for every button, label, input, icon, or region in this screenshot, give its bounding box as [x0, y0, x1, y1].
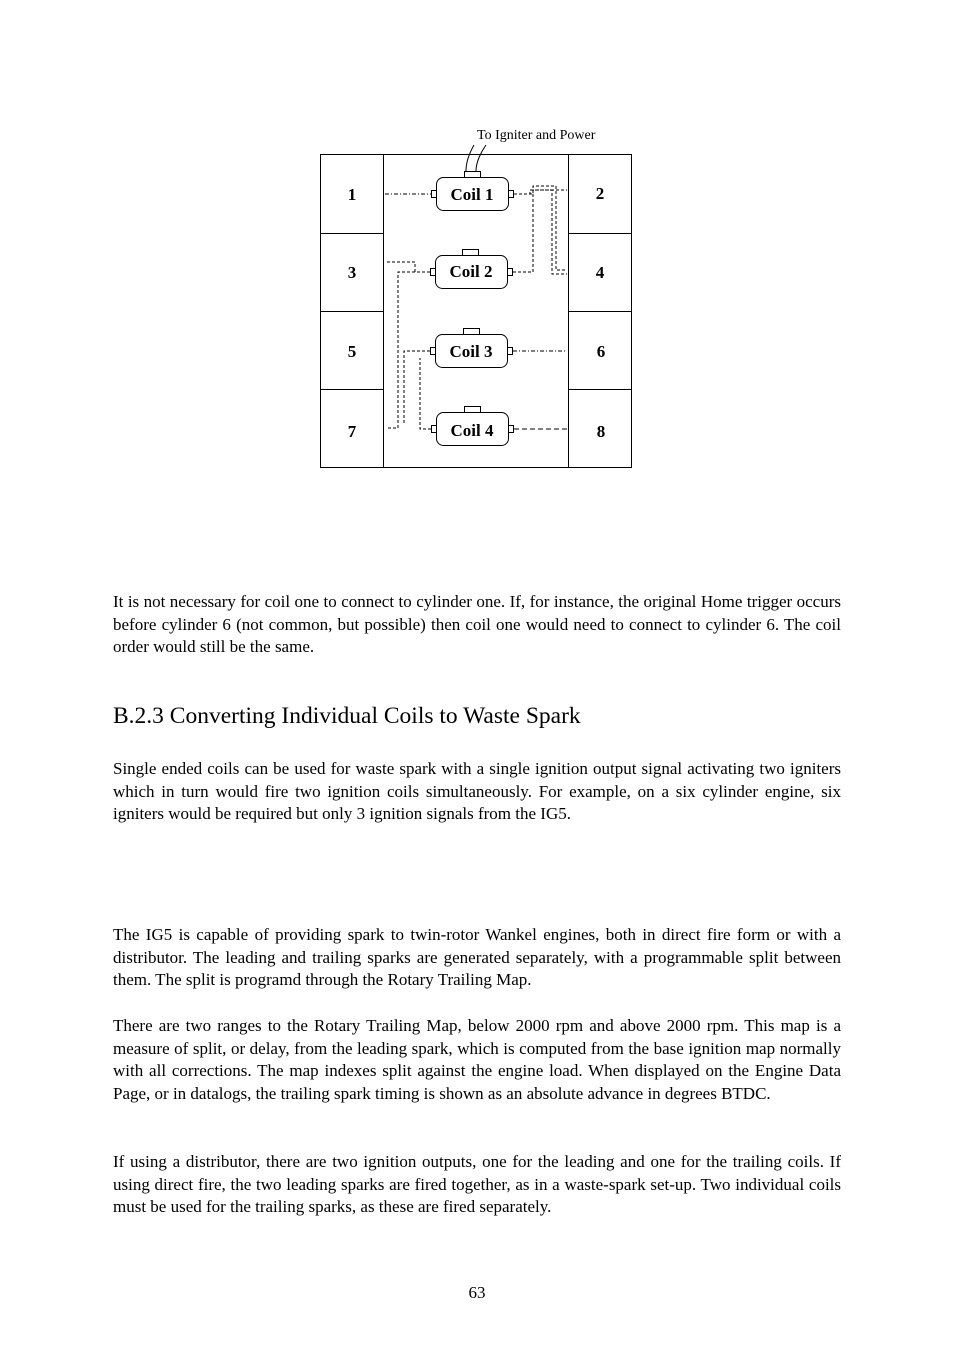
cylinder-label-1: 1: [347, 185, 357, 204]
igniter-wire-2: [476, 145, 486, 171]
cylinder-label-8: 8: [596, 422, 606, 441]
lead-coil2-cyl7: [386, 272, 430, 428]
coil-3: [431, 329, 513, 368]
cylinder-label-4: 4: [595, 263, 605, 282]
cylinder-label-2: 2: [595, 184, 605, 203]
coil-1-label: Coil 1: [450, 185, 494, 204]
cylinder-label-6: 6: [596, 342, 606, 361]
coil-2-label: Coil 2: [449, 262, 493, 281]
lead-coil2-cyl2: [513, 190, 567, 272]
section-heading: B.2.3 Converting Individual Coils to Waste Spark: [113, 703, 581, 729]
lead-coil2-cyl3: [386, 262, 430, 272]
coil-3-label: Coil 3: [449, 342, 493, 361]
paragraph-waste-spark: Single ended coils can be used for waste spark with a single ignition output signal activating two igniters which in turn would fire two ignition coils simultaneously. For example, on a six cylinder engine, six igniters would be required but only 3 ignition signals from the IG5.: [113, 759, 841, 824]
page-number: 63: [468, 1283, 486, 1302]
coil-1: [432, 172, 514, 211]
cylinder-label-5: 5: [347, 342, 357, 361]
paragraph-rotary: The IG5 is capable of providing spark to twin-rotor Wankel engines, both in direct fire form or with a distributor. The leading and trailing sparks are generated separately, with a programmable split between them. The split is programd through the Rotary Trailing Map.: [113, 925, 841, 990]
lead-coil3-cyl5: [404, 351, 430, 425]
lead-coil1-cyl4-inner: [514, 190, 567, 274]
coil-2: [431, 250, 513, 289]
lead-coil4-cyl3: [420, 358, 431, 429]
coil-4: [432, 407, 514, 446]
coil-wiring-diagram: [0, 0, 954, 520]
lead-coil1-cyl4-outer: [514, 186, 567, 270]
cylinder-label-7: 7: [347, 422, 357, 441]
coil-4-label: Coil 4: [450, 421, 494, 440]
cylinder-label-3: 3: [347, 263, 357, 282]
paragraph-distributor: If using a distributor, there are two ignition outputs, one for the leading and one for the trailing coils. If using direct fire, the two leading sparks are fired together, as in a waste-spark set-up. Two individual coils must be used for the trailing sparks, as these are fired separately.: [113, 1152, 841, 1217]
igniter-wire-1: [466, 145, 474, 171]
coil-wiring-svg: [0, 0, 954, 520]
paragraph-trailing-map: There are two ranges to the Rotary Trailing Map, below 2000 rpm and above 2000 rpm. This map is a measure of split, or delay, from the leading spark, which is computed from the base ignition map normally with all corrections. The map indexes split against the engine load. When displayed on the Engine Data Page, or in datalogs, the trailing spark timing is shown as an absolute advance in degrees BTDC.: [113, 1016, 841, 1103]
paragraph-coil-order: It is not necessary for coil one to connect to cylinder one. If, for instance, the original Home trigger occurs before cylinder 6 (not common, but possible) then coil one would need to connect to cylinder 6. The coil order would still be the same.: [113, 592, 841, 657]
diagram-caption: To Igniter and Power: [477, 128, 596, 143]
